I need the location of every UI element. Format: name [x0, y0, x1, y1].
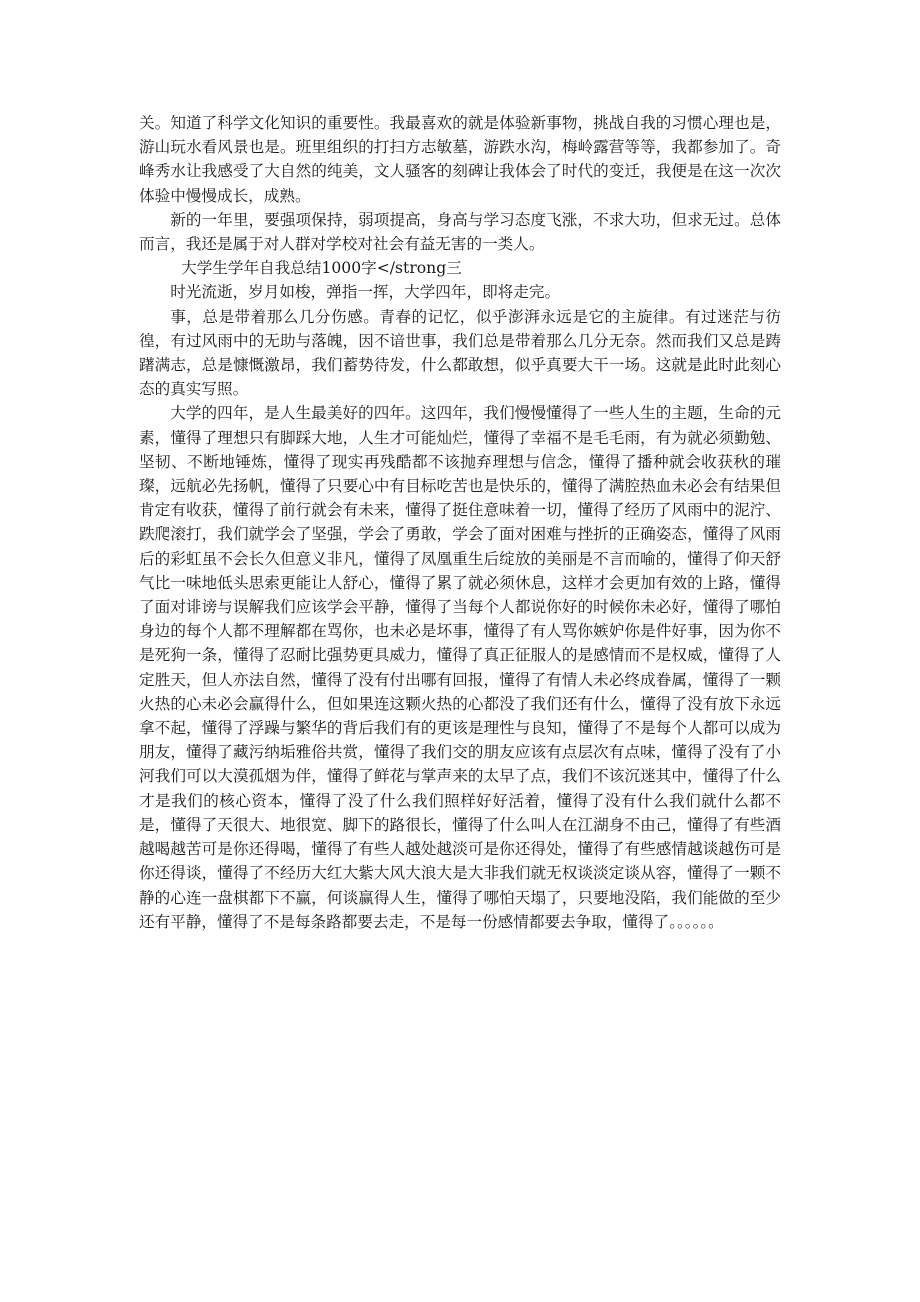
paragraph-four-years: 大学的四年，是人生最美好的四年。这四年，我们慢慢懂得了一些人生的主题，生命的元素，懂得了理想只有脚踩大地，人生才可能灿烂，懂得了幸福不是毛毛雨，有为就必须勤勉、坚韧、不断地锤炼，懂得了现实再残酷都不该抛弃理想与信念，懂得了播种就会收获秋的璀璨，远航必先扬帆，懂得了只要心中有目标吃苦也是快乐的，懂得了满腔热血未必会有结果但肯定有收获，懂得了前行就会有未来，懂得了挺住意味着一切，懂得了经历了风雨中的泥泞、跌爬滚打，我们就学会了坚强，学会了勇敢，学会了面对困难与挫折的正确姿态，懂得了风雨后的彩虹虽不会长久但意义非凡，懂得了凤凰重生后绽放的美丽是不言而喻的，懂得了仰天舒气比一味地低头思索更能让人舒心，懂得了累了就必须休息，这样才会更加有效的上路，懂得了面对诽谤与误解我们应该学会平静，懂得了当每个人都说你好的时候你未必好，懂得了哪怕身边的每个人都不理解都在骂你，也未必是坏事，懂得了有人骂你嫉妒你是件好事，因为你不是死狗一条，懂得了忍耐比强势更具威力，懂得了真正征服人的是感情而不是权威，懂得了人定胜天，但人亦法自然，懂得了没有付出哪有回报，懂得了有情人未必终成眷属，懂得了一颗火热的心未必会赢得什么，但如果连这颗火热的心都没了我们还有什么，懂得了没有放下永远拿不起，懂得了浮躁与繁华的背后我们有的更该是理性与良知，懂得了不是每个人都可以成为朋友，懂得了藏污纳垢雅俗共赏，懂得了我们交的朋友应该有点层次有点味，懂得了没有了小河我们可以大漠孤烟为伴，懂得了鲜花与掌声来的太早了点，我们不该沉迷其中，懂得了什么才是我们的核心资本，懂得了没了什么我们照样好好活着，懂得了没有什么我们就什么都不是，懂得了天很大、地很宽、脚下的路很长，懂得了什么叫人在江湖身不由己，懂得了有些酒越喝越苦可是你还得喝，懂得了有些人越处越淡可是你还得处，懂得了有些感情越谈越伤可是你还得谈，懂得了不经历大红大紫大风大浪大是大非我们就无权谈淡定谈从容，懂得了一颗不静的心连一盘棋都下不赢，何谈赢得人生，懂得了哪怕天塌了，只要地没陷，我们能做的至少还有平静，懂得了不是每条路都要去走，不是每一份感情都要去争取，懂得了。。。。。。	[139, 404, 781, 931]
paragraph-time-flies: 时光流逝，岁月如梭，弹指一挥，大学四年，即将走完。	[170, 283, 561, 302]
section-heading: 大学生学年自我总结1000字</strong三	[181, 259, 462, 278]
paragraph-continuation: 关。知道了科学文化知识的重要性。我最喜欢的就是体验新事物，挑战自我的习惯心理也是，游山玩水看风景也是。班里组织的打扫方志敏墓，游跌水沟，梅岭露营等等，我都参加了。奇峰秀水让我感受了大自然的纯美，文人骚客的刻碑让我体会了时代的变迁，我便是在这一次次体验中慢慢成长，成熟。	[139, 114, 781, 205]
paragraph-youth-memory: 事，总是带着那么几分伤感。青春的记忆，似乎澎湃永远是它的主旋律。有过迷茫与彷徨，有过风雨中的无助与落魄，因不谙世事，我们总是带着那么几分无奈。然而我们又总是踌躇满志，总是慷慨激昂，我们蓄势待发，什么都敢想，似乎真要大干一场。这就是此时此刻心态的真实写照。	[139, 307, 781, 399]
paragraph-new-year: 新的一年里，要强项保持，弱项提高，身高与学习态度飞涨，不求大功，但求无过。总体而言，我还是属于对人群对学校对社会有益无害的一类人。	[139, 210, 781, 254]
document-body	[139, 111, 781, 934]
